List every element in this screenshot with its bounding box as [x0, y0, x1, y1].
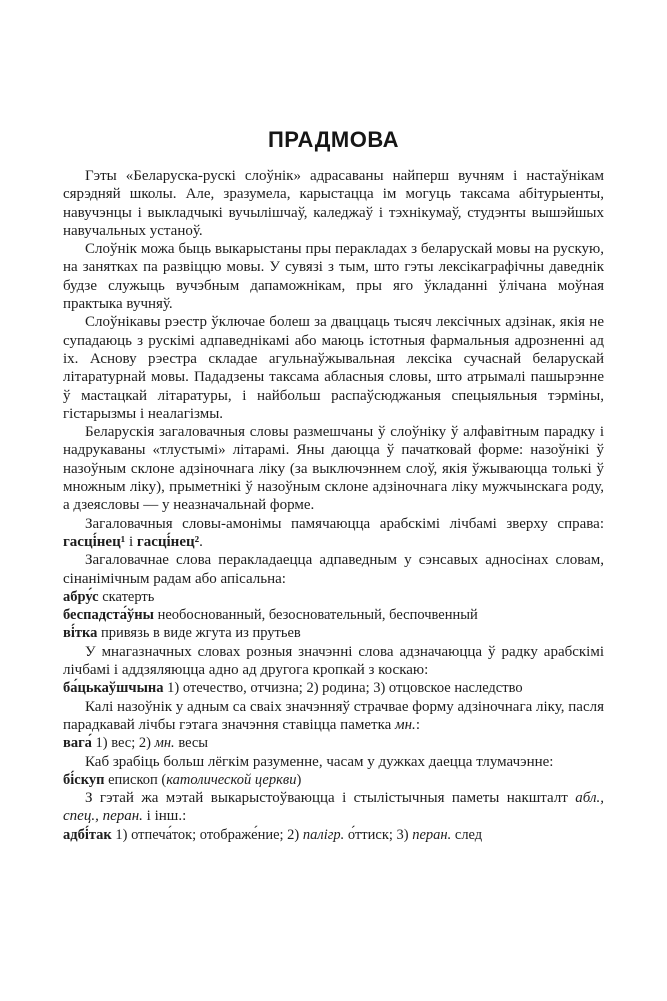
headword: вага́	[63, 735, 92, 752]
text-run: 1) отпеча́ток; отображе́ние; 2)	[111, 826, 303, 843]
text-run: 1) вес; 2)	[91, 735, 155, 752]
headword: адбі́так	[63, 826, 112, 843]
text-run: З гэтай жа мэтай выкарыстоўваюцца і стылістычныя паметы накшталт	[85, 790, 576, 807]
paragraph	[63, 753, 604, 771]
text-run: Каб зрабіць больш лёгкім разуменне, часам у дужках даецца тлумачэнне:	[85, 753, 554, 770]
text-run: необоснованный, безосновательный, беспочвенный	[153, 607, 478, 624]
usage-label: перан.	[412, 826, 452, 843]
usage-label: католической церкви	[166, 771, 297, 788]
text-run: о́ттиск; 3)	[344, 826, 413, 843]
headword: беспадста́ўны	[63, 607, 154, 624]
dictionary-entry	[63, 624, 604, 642]
dictionary-entry	[63, 606, 604, 624]
usage-label: мн.	[154, 735, 175, 752]
usage-label: мн.	[395, 716, 416, 733]
text-run: Загаловачнае слова перакладаецца адпаведным у сэнсавых адносінах словам, сінанімічным радам або апісальна:	[63, 552, 604, 587]
paragraph	[63, 515, 604, 552]
page-title: ПРАДМОВА	[267, 127, 400, 152]
paragraph	[63, 789, 604, 826]
paragraph	[63, 698, 604, 735]
usage-label: абл., спец., перан.	[63, 790, 604, 825]
headword: гасці́нец¹	[63, 533, 126, 550]
text-run: весы	[174, 735, 209, 752]
text-run: Слоўнік можа быць выкарыстаны пры перакладах з беларускай мовы на рускую, на занятках па развіццю мовы. У сувязі з тым, што гэты лексікаграфічны даведнік будзе служыць вучэбным дапаможнікам, пры яго ўкладанні ўлічана моўная практыка вучняў.	[63, 241, 604, 313]
text-run: У мнагазначных словах розныя значэнні слова адзначаюцца ў радку арабскімі лічбамі і аддзяляюцца адно ад другога кропкай з коскаю:	[63, 643, 604, 679]
text-run: і	[125, 533, 137, 550]
text-run: )	[296, 771, 302, 788]
text-run: епископ (	[104, 771, 167, 788]
text-run: Загаловачныя словы-амонімы памячаюцца арабскімі лічбамі зверху справа:	[85, 515, 604, 532]
text-run: і інш.:	[142, 808, 187, 825]
text-run: :	[415, 716, 420, 733]
paragraph	[63, 313, 604, 423]
paragraph	[63, 167, 604, 240]
dictionary-entry	[63, 679, 604, 697]
text-run: след	[451, 826, 483, 843]
text-run: Гэты «Беларуска-рускі слоўнік» адрасаваны найперш вучням і настаўнікам сярэдняй школы. Але, зразумела, карыстацца ім могуць таксама абітурыенты, навучэнцы і выкладчыкі вучылішчаў, каледжаў і тэхнікумаў, студэнты вышэйшых навучальных устаноў.	[63, 168, 604, 239]
headword: бі́скуп	[63, 771, 105, 788]
usage-label: палігр.	[302, 826, 345, 843]
headword: гасці́нец²	[136, 533, 200, 550]
text-run: Калі назоўнік у адным са сваіх значэнняў страчвае форму адзіночнага ліку, пасля парадкавай лічбы гэтага значэння ставіцца паметка	[63, 698, 604, 733]
headword: ві́тка	[63, 625, 98, 642]
headword: абру́с	[63, 588, 99, 605]
paragraph	[63, 551, 604, 588]
dictionary-entry	[63, 771, 604, 789]
dictionary-entry	[63, 734, 604, 752]
dictionary-entry	[63, 826, 604, 844]
text-run: привязь в виде жгута из прутьев	[97, 625, 301, 642]
paragraph	[63, 423, 604, 514]
text-run: 1) отечество, отчизна; 2) родина; 3) отцовское наследство	[163, 680, 523, 697]
text-run: Слоўнікавы рэестр ўключае болеш за дваццаць тысяч лексічных адзінак, якія не супадаюць з рускімі адпаведнікамі або маюць істотныя фармальныя адрозненні ад іх. Аснову рэестра складае агульнаўжывальная лексіка сучаснай беларускай літаратурнай мовы. Пададзены таксама абласныя словы, што атрымалі пашырэнне ў мастацкай літаратуры, і найбольш распаўсюджаныя спецыяльныя тэрміны, гістарызмы і неалагізмы.	[63, 314, 604, 422]
text-run: скатерть	[98, 588, 155, 605]
dictionary-entry	[63, 588, 604, 606]
preface-text	[63, 167, 604, 844]
headword: ба́цькаўшчына	[63, 680, 164, 697]
paragraph	[63, 240, 604, 313]
paragraph	[63, 643, 604, 680]
text-run: Беларускія загаловачныя словы размешчаны ў слоўніку ў алфавітным парадку і надрукаваны «тлустымі» літарамі. Яны даюцца ў пачатковай форме: назоўнікі ў назоўным склоне адзіночнага ліку (за выключэннем слоў, якія ўжываюцца толькі ў множным ліку), прыметнікі ў назоўным склоне адзіночнага ліку мужчынскага роду, а дзеясловы — у неазначальнай форме.	[63, 424, 604, 514]
text-run: .	[199, 533, 203, 550]
